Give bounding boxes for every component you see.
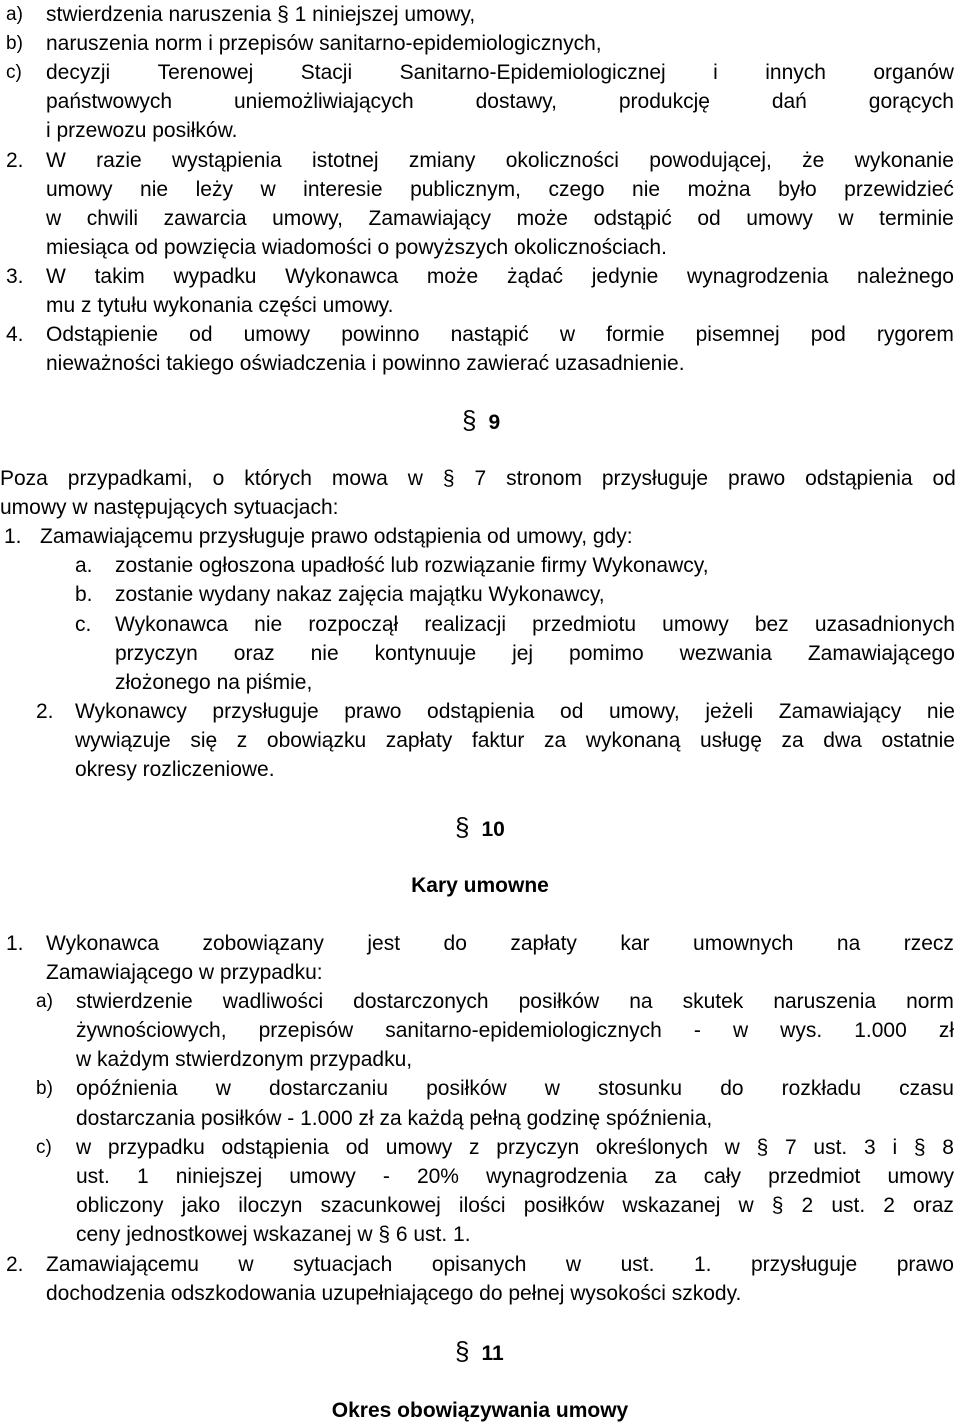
section-11-heading [455, 1337, 504, 1368]
section-10-heading [455, 813, 505, 844]
word: na [629, 990, 653, 1013]
word: żywnościowych, [76, 1019, 227, 1042]
word: nie [254, 613, 283, 636]
word: w [559, 323, 576, 346]
word: Wykonawca [46, 932, 160, 955]
section-9-heading [462, 406, 500, 437]
section-10-label-c: c) [36, 1137, 52, 1158]
word: wynagrodzenia [486, 1165, 628, 1188]
word: w [407, 467, 423, 490]
word: ust. [831, 1194, 866, 1217]
word: za [544, 729, 567, 752]
word: jeżeli [705, 700, 754, 723]
word: ostatnie [881, 729, 955, 752]
word: i [892, 1136, 898, 1159]
section-10-label-a: a) [36, 991, 53, 1012]
word: pisemnej [695, 323, 780, 346]
word: do [720, 1077, 744, 1100]
word: ust. [76, 1165, 110, 1188]
section-10-item-a-line2 [76, 1016, 954, 1045]
section-10-item-number-1: 1. [6, 932, 24, 955]
word: opóźnienia [76, 1077, 178, 1100]
word: 7 [474, 467, 487, 490]
section-10-item-number-2: 2. [6, 1253, 24, 1276]
word: § [442, 467, 455, 490]
word: chwili [86, 207, 139, 230]
word: Poza [0, 467, 48, 490]
word: 1. [693, 1253, 712, 1276]
word: jej [512, 642, 534, 665]
word: dań [771, 90, 807, 113]
word: organów [873, 61, 954, 84]
word: wskazanej [622, 1194, 721, 1217]
word: umowy [289, 1165, 356, 1188]
word: od [932, 467, 956, 490]
word: dostarczonych [353, 990, 489, 1013]
section-sign: § [462, 405, 477, 435]
word: było [778, 178, 817, 201]
list-item-b: naruszenia norm i przepisów sanitarno-epidemiologicznych, [46, 32, 602, 55]
word: umownych [693, 932, 794, 955]
word: o [212, 467, 225, 490]
section-9-item-b: zostanie wydany nakaz zajęcia majątku Wykonawcy, [115, 583, 605, 606]
word: przysługuje [601, 467, 709, 490]
word: - [693, 1019, 701, 1042]
word: umowy [46, 178, 113, 201]
word: stosunku [598, 1077, 683, 1100]
word: umowy [243, 323, 311, 346]
word: kar [620, 932, 650, 955]
word: w [260, 178, 276, 201]
word: leży [195, 178, 233, 201]
word: nie [632, 178, 661, 201]
word: iloczyn [238, 1194, 303, 1217]
paragraph-2-line3 [46, 204, 954, 233]
section-9-item-c-line2 [115, 639, 955, 668]
list-item-c-line2 [46, 87, 954, 116]
word: § [771, 1194, 784, 1217]
word: dwa [823, 729, 862, 752]
word: przyczyn [115, 642, 198, 665]
word: umowy [746, 207, 813, 230]
word: że [802, 149, 825, 172]
paragraph-3-line1 [46, 262, 954, 291]
section-number: 9 [488, 411, 501, 434]
word: wynagrodzenia [687, 265, 829, 288]
section-10-item-c-line3 [76, 1191, 954, 1220]
section-10-item-a-line1 [76, 987, 954, 1016]
word: wykonanie [854, 149, 954, 172]
word: usługę [700, 729, 762, 752]
word: od [189, 323, 213, 346]
word: prawo [896, 1253, 954, 1276]
word: czego [548, 178, 605, 201]
word: których [244, 467, 312, 490]
word: wys. [780, 1019, 823, 1042]
paragraph-4-line1 [46, 320, 954, 349]
word: Zamawiający [368, 207, 492, 230]
section-10-title: Kary umowne [411, 874, 549, 897]
word: ust. [813, 1136, 848, 1159]
section-9-item-1: Zamawiającemu przysługuje prawo odstąpienia od umowy, gdy: [40, 525, 633, 548]
word: odstąpienia [221, 1136, 329, 1159]
word: 7 [785, 1136, 797, 1159]
section-10-item-a-line3: w każdym stwierdzonym przypadku, [76, 1048, 413, 1071]
word: oraz [233, 642, 275, 665]
word: od [560, 700, 584, 723]
word: wadliwości [222, 990, 324, 1013]
word: przedmiotu [532, 613, 637, 636]
word: Terenowej [157, 61, 254, 84]
word: skutek [682, 990, 744, 1013]
word: innych [765, 61, 826, 84]
word: interesie [303, 178, 383, 201]
paragraph-2-line1 [46, 146, 954, 175]
section-9-item-2-line3: okresy rozliczeniowe. [75, 758, 275, 781]
word: przyczyn [496, 1136, 580, 1159]
section-sign: § [455, 1336, 470, 1366]
list-label-b: b) [6, 33, 23, 54]
word: umowy [887, 1165, 954, 1188]
word: określonych [595, 1136, 708, 1159]
word: norm [906, 990, 954, 1013]
word: można [687, 178, 751, 201]
word: umowy [385, 1136, 453, 1159]
word: ust. [620, 1253, 655, 1276]
section-10-item-b-line1 [76, 1074, 954, 1103]
word: jedynie [591, 265, 659, 288]
word: przysługuje [751, 1253, 858, 1276]
word: W [46, 265, 66, 288]
word: produkcję [618, 90, 710, 113]
section-number: 11 [481, 1342, 504, 1365]
word: nie [310, 642, 339, 665]
section-10-item-1-line2: Zamawiającego w przypadku: [46, 961, 323, 984]
section-10-item-1-line1 [46, 929, 954, 958]
word: razie [96, 149, 142, 172]
word: jest [367, 932, 401, 955]
word: państwowych [46, 90, 173, 113]
word: i [713, 61, 718, 84]
section-9-label-a: a. [75, 554, 93, 577]
word: stronom [506, 467, 582, 490]
word: obowiązku [266, 729, 367, 752]
word: faktur [471, 729, 525, 752]
word: istotnej [312, 149, 379, 172]
word: 8 [942, 1136, 954, 1159]
word: za [654, 1165, 677, 1188]
list-item-c-line1 [46, 58, 954, 87]
word: żądać [506, 265, 564, 288]
word: stwierdzenie [76, 990, 193, 1013]
word: wystąpienia [171, 149, 282, 172]
word: umowy, [272, 207, 343, 230]
section-11-title: Okres obowiązywania umowy [331, 1399, 629, 1422]
word: cały [703, 1165, 742, 1188]
word: na [836, 932, 861, 955]
word: uniemożliwiających [233, 90, 414, 113]
section-9-intro-line1 [0, 464, 956, 493]
word: Sanitarno-Epidemiologicznej [399, 61, 666, 84]
word: z [236, 729, 248, 752]
word: kontynuuje [374, 642, 477, 665]
word: od [345, 1136, 370, 1159]
word: pod [810, 323, 846, 346]
word: gorących [868, 90, 954, 113]
word: umowy, [608, 700, 680, 723]
list-label-a: a) [6, 4, 23, 25]
word: od [697, 207, 721, 230]
word: oraz [913, 1194, 954, 1217]
word: nie [140, 178, 169, 201]
word: rozkładu [781, 1077, 862, 1100]
section-9-item-number-1: 1. [4, 525, 22, 548]
word: terminie [879, 207, 954, 230]
section-9-intro-line2: umowy w następujących sytuacjach: [0, 496, 339, 519]
section-9-label-b: b. [75, 583, 93, 606]
word: 2 [801, 1194, 814, 1217]
word: przepisów [258, 1019, 354, 1042]
word: przypadku [107, 1136, 205, 1159]
word: uzasadnionych [814, 613, 955, 636]
word: z [469, 1136, 480, 1159]
word: opisanych [431, 1253, 527, 1276]
word: zł [938, 1019, 954, 1042]
word: szacunkowej [320, 1194, 441, 1217]
word: decyzji [46, 61, 111, 84]
word: publicznym, [410, 178, 521, 201]
word: za [781, 729, 804, 752]
word: zapłaty [385, 729, 453, 752]
word: 3 [864, 1136, 876, 1159]
word: 20% [416, 1165, 459, 1188]
word: w [215, 1077, 231, 1100]
word: w [46, 207, 62, 230]
word: 1 [136, 1165, 149, 1188]
word: rzecz [903, 932, 954, 955]
word: posiłków [523, 1194, 605, 1217]
word: powodującej, [649, 149, 772, 172]
word: przedmiot [768, 1165, 861, 1188]
word: dostarczaniu [268, 1077, 389, 1100]
section-9-item-2-line1 [75, 697, 955, 726]
word: Wykonawcy [75, 700, 187, 723]
section-10-item-c-line4: ceny jednostkowej wskazanej w § 6 ust. 1. [76, 1223, 471, 1246]
word: w [238, 1253, 254, 1276]
word: Zamawiający [778, 700, 902, 723]
word: przewidzieć [844, 178, 954, 201]
section-9-item-number-2: 2. [36, 700, 54, 723]
word: wywiązuje [75, 729, 171, 752]
word: W [46, 149, 66, 172]
word: odstąpienia [805, 467, 913, 490]
list-label-c: c) [6, 62, 22, 83]
word: 2 [883, 1194, 895, 1217]
word: Zamawiającego [807, 642, 955, 665]
word: Odstąpienie [46, 323, 159, 346]
word: przysługuje [212, 700, 319, 723]
word: Wykonawca [285, 265, 399, 288]
word: Zamawiającemu [46, 1253, 199, 1276]
section-10-item-2-line1 [46, 1250, 954, 1279]
word: prawo [344, 700, 402, 723]
word: w [738, 1194, 754, 1217]
word: bez [754, 613, 789, 636]
section-9-label-c: c. [75, 613, 92, 636]
word: posiłków [426, 1077, 507, 1100]
word: sanitarno-epidemiologicznych [385, 1019, 662, 1042]
word: może [426, 265, 479, 288]
word: przypadkami, [67, 467, 193, 490]
word: takim [94, 265, 145, 288]
word: niniejszej [175, 1165, 263, 1188]
list-item-c-line3: i przewozu posiłków. [46, 119, 238, 142]
word: czasu [899, 1077, 954, 1100]
paragraph-2-line2 [46, 175, 954, 204]
section-number: 10 [481, 818, 505, 841]
word: formie [606, 323, 665, 346]
word: § [756, 1136, 769, 1159]
section-9-item-2-line2 [75, 726, 955, 755]
word: nie [926, 700, 955, 723]
word: ilości [458, 1194, 506, 1217]
word: powinno [341, 323, 420, 346]
word: może [516, 207, 568, 230]
section-10-label-b: b) [36, 1078, 53, 1099]
word: dostawy, [475, 90, 557, 113]
word: odstąpienia [427, 700, 535, 723]
section-10-item-c-line2 [76, 1162, 954, 1191]
section-10-item-b-line2: dostarczania posiłków - 1.000 zł za każdą pełną godzinę spóźnienia, [76, 1107, 713, 1130]
word: pomimo [569, 642, 644, 665]
word: w [544, 1077, 560, 1100]
word: odstąpić [593, 207, 672, 230]
word: zapłaty [510, 932, 577, 955]
word: prawo [728, 467, 786, 490]
section-9-item-a: zostanie ogłoszona upadłość lub rozwiązanie firmy Wykonawcy, [115, 554, 709, 577]
word: obliczony [76, 1194, 164, 1217]
paragraph-3-line2: mu z tytułu wykonania części umowy. [46, 294, 394, 317]
word: należnego [857, 265, 954, 288]
word: w [724, 1136, 740, 1159]
word: Wykonawca [115, 613, 229, 636]
paragraph-number-3: 3. [6, 265, 24, 288]
paragraph-number-4: 4. [6, 323, 24, 346]
word: się [190, 729, 218, 752]
paragraph-2-line4: miesiąca od powzięcia wiadomości o powyższych okolicznościach. [46, 236, 667, 259]
word: - [382, 1165, 390, 1188]
word: posiłków [518, 990, 600, 1013]
word: zmiany [408, 149, 476, 172]
word: w [838, 207, 854, 230]
word: do [443, 932, 467, 955]
word: § [913, 1136, 926, 1159]
word: nastąpić [450, 323, 529, 346]
list-item-a: stwierdzenia naruszenia § 1 niniejszej umowy, [46, 3, 476, 26]
word: realizacji [424, 613, 507, 636]
word: sytuacjach [293, 1253, 393, 1276]
paragraph-4-line2: nieważności takiego oświadczenia i powinno zawierać uzasadnienie. [46, 352, 685, 375]
section-10-item-2-line2: dochodzenia odszkodowania uzupełniającego do pełnej wysokości szkody. [46, 1282, 742, 1305]
word: okoliczności [505, 149, 619, 172]
word: 1.000 [854, 1019, 907, 1042]
word: rygorem [876, 323, 954, 346]
word: w [76, 1136, 92, 1159]
word: w [565, 1253, 582, 1276]
word: zawarcia [163, 207, 247, 230]
word: Stacji [300, 61, 353, 84]
word: naruszenia [773, 990, 877, 1013]
word: jako [181, 1194, 221, 1217]
section-9-item-c-line3: złożonego na piśmie, [115, 671, 313, 694]
section-10-item-c-line1 [76, 1133, 954, 1162]
word: mowa [331, 467, 388, 490]
word: umowy [662, 613, 729, 636]
word: wykonaną [585, 729, 681, 752]
paragraph-number-2: 2. [6, 149, 24, 172]
section-sign: § [455, 812, 470, 842]
word: wezwania [679, 642, 772, 665]
word: w [732, 1019, 749, 1042]
word: wypadku [173, 265, 257, 288]
word: rozpoczął [308, 613, 399, 636]
section-9-item-c-line1 [115, 610, 955, 639]
word: zobowiązany [202, 932, 324, 955]
